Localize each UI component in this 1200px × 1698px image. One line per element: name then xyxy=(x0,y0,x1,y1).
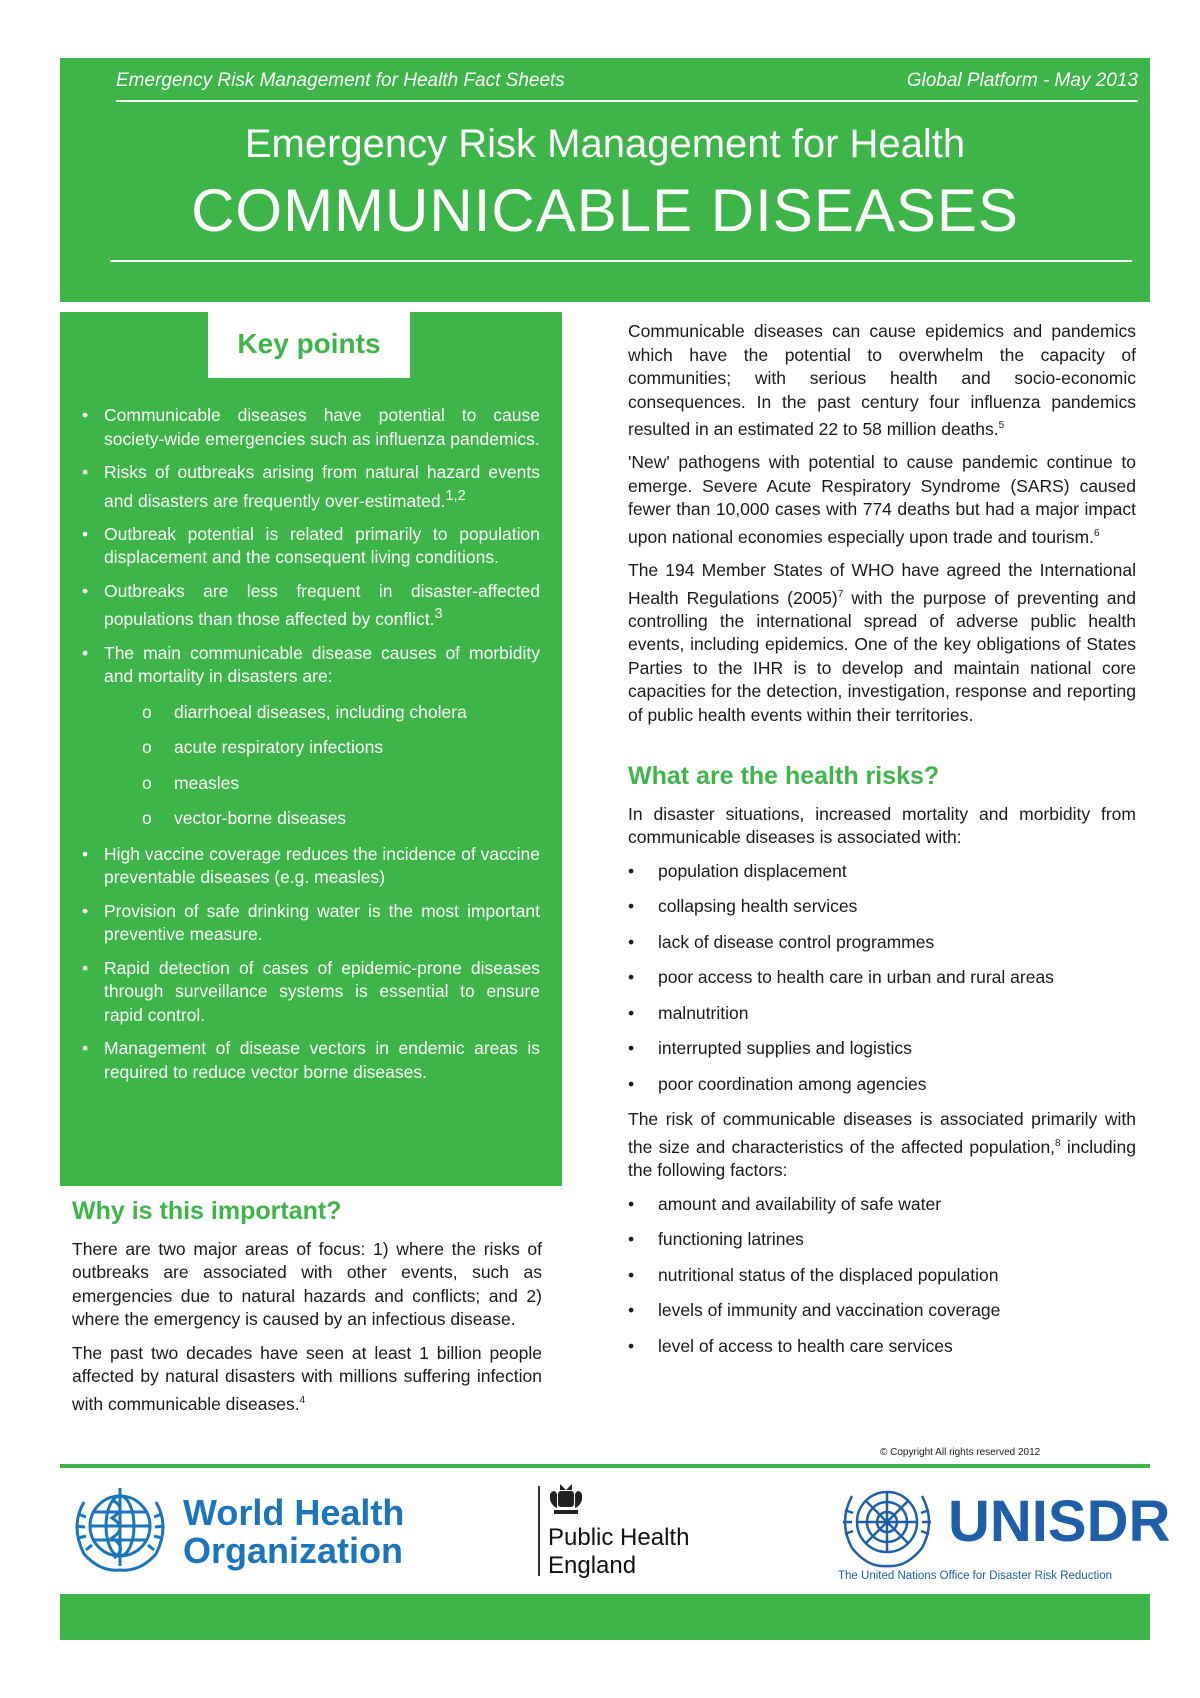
list-item: • nutritional status of the displaced population xyxy=(628,1264,1136,1288)
intro-paragraph-3: The 194 Member States of WHO have agreed the International Health Regulations $(2005)^7$ with the purpose of preventing and controlling the international spread of adverse public health events, including epidemics. One of the key obligations of States Parties to the IHR is to develop and maintain national core capacities for the detection, investigation, response and reporting of public health events within their territories. xyxy=(628,560,1136,725)
health-risks-heading: What are the health risks? xyxy=(628,762,940,791)
sublist-item: o diarrhoeal diseases, including cholera xyxy=(104,701,540,725)
platform-date: Global Platform - May 2013 xyxy=(906,70,1138,91)
banner-top-line xyxy=(116,70,1138,102)
footer-bar xyxy=(60,1594,1150,1640)
list-item: • Communicable diseases have potential to cause society-wide emergencies such as influenza pandemics. xyxy=(74,404,540,451)
document-title: Emergency Risk Management for Health xyxy=(244,122,966,166)
series-title: Emergency Risk Management for Health Fact Sheets xyxy=(116,70,565,91)
list-item: • Risks of outbreaks arising from natural hazard events and disasters are frequently over-estimated.$^{1,2}$ xyxy=(74,461,540,513)
banner-divider xyxy=(110,260,1132,262)
un-emblem-icon xyxy=(832,1478,942,1570)
list-item: • poor access to health care in urban and rural areas xyxy=(628,966,1136,990)
royal-crest-icon xyxy=(546,1482,586,1518)
list-item: • amount and availability of safe water xyxy=(628,1193,1136,1217)
list-item: • collapsing health services xyxy=(628,895,1136,919)
main-title: COMMUNICABLE DISEASES xyxy=(191,177,1019,244)
list-item: • interrupted supplies and logistics xyxy=(628,1037,1136,1061)
population-paragraph: The risk of communicable diseases is associated primarily with the size and characteristics of the affected population,$^8$ including the following factors: xyxy=(628,1109,1136,1181)
sublist-item: o acute respiratory infections xyxy=(104,736,540,760)
key-points-list xyxy=(74,404,540,1094)
list-item: • level of access to health care services xyxy=(628,1335,1136,1359)
list-item: • Management of disease vectors in endemic areas is required to reduce vector borne diseases. xyxy=(74,1037,540,1084)
right-column xyxy=(628,320,1136,1370)
key-points-box xyxy=(60,312,562,1186)
who-emblem-icon xyxy=(62,1478,178,1578)
list-item: • functioning latrines xyxy=(628,1228,1136,1252)
list-item: • malnutrition xyxy=(628,1002,1136,1026)
intro-paragraph-1: Communicable diseases can cause epidemics and pandemics which have the potential to overwhelm the capacity of communities; with serious health and socio-economic consequences. In the past century four influenza pandemics resulted in an estimated 22 to 58 million deaths.$^5$ xyxy=(628,321,1136,439)
intro-paragraph-2: 'New' pathogens with potential to cause pandemic continue to emerge. Severe Acute Respiratory Syndrome (SARS) caused fewer than 10,000 cases with 774 deaths but had a major impact upon national economies especially upon trade and tourism.$^6$ xyxy=(628,452,1136,547)
list-item: • poor coordination among agencies xyxy=(628,1073,1136,1097)
who-name-line-1: World Health xyxy=(183,1492,405,1533)
key-points-title: Key points xyxy=(208,312,410,378)
why-important-section xyxy=(72,1197,542,1426)
unisdr-subtitle: The United Nations Office for Disaster Risk Reduction xyxy=(838,1570,1112,1582)
who-name-line-2: Organization xyxy=(183,1530,404,1571)
disease-sublist xyxy=(104,701,540,831)
phe-name-line-2: England xyxy=(548,1552,637,1579)
phe-name-line-1: Public Health xyxy=(548,1524,690,1551)
health-risks-intro: In disaster situations, increased mortality and morbidity from communicable diseases is associated with: xyxy=(628,803,1136,848)
risk-factors-list xyxy=(628,860,1136,1097)
population-factors-list xyxy=(628,1193,1136,1359)
list-item: • The main communicable disease causes of morbidity and mortality in disasters are: o diarrhoeal diseases, including cholera o acute respiratory infections o measles o vector-borne diseases xyxy=(74,642,540,831)
why-paragraph-2: The past two decades have seen at least 1 billion people affected by natural disasters with millions suffering infection with communicable diseases.$^4$ xyxy=(72,1342,542,1414)
list-item: • Rapid detection of cases of epidemic-prone diseases through surveillance systems is essential to ensure rapid control. xyxy=(74,957,540,1028)
unisdr-logo-text: UNISDR xyxy=(948,1489,1171,1554)
phe-divider xyxy=(538,1486,540,1576)
copyright-notice: © Copyright All rights reserved 2012 xyxy=(880,1447,1041,1458)
list-item: • Provision of safe drinking water is the most important preventive measure. xyxy=(74,900,540,947)
header-banner xyxy=(60,58,1150,302)
who-name xyxy=(183,1494,404,1570)
list-item: • levels of immunity and vaccination coverage xyxy=(628,1299,1136,1323)
why-paragraph-1: There are two major areas of focus: 1) where the risks of outbreaks are associated with other events, such as emergencies due to natural hazards and conflicts; and 2) where the emergency is caused by an infectious disease. xyxy=(72,1238,542,1329)
list-item: • Outbreaks are less frequent in disaster-affected populations than those affected by conflict.$^3$ xyxy=(74,580,540,632)
footer-divider xyxy=(60,1464,1150,1468)
list-item: • High vaccine coverage reduces the incidence of vaccine preventable diseases (e.g. measles) xyxy=(74,843,540,890)
list-item: • population displacement xyxy=(628,860,1136,884)
why-important-heading: Why is this important? xyxy=(72,1197,342,1225)
sublist-item: o measles xyxy=(104,772,540,796)
phe-name xyxy=(548,1524,689,1580)
list-item: • lack of disease control programmes xyxy=(628,931,1136,955)
list-item: • Outbreak potential is related primarily to population displacement and the consequent living conditions. xyxy=(74,523,540,570)
sublist-item: o vector-borne diseases xyxy=(104,807,540,831)
